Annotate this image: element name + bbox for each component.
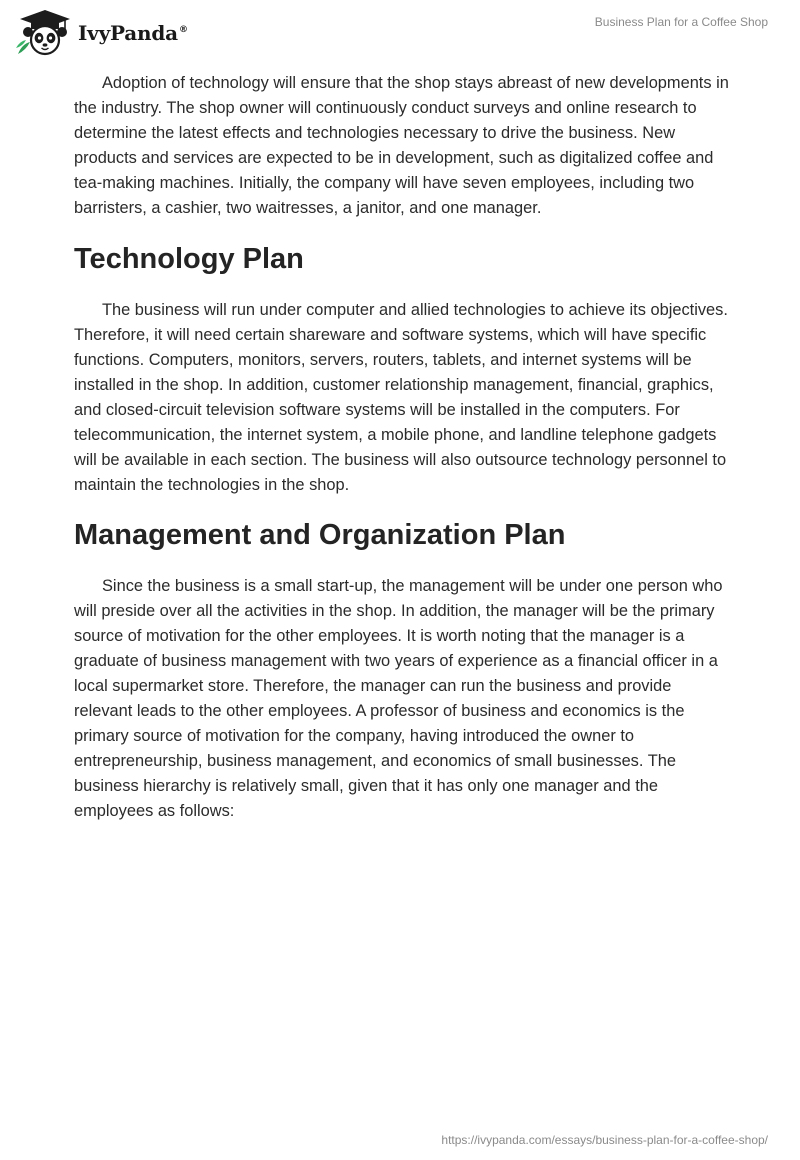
panda-graduate-icon: [14, 8, 76, 58]
essay-content: [74, 71, 734, 824]
page-header: [0, 0, 800, 64]
brand-name: IvyPanda®: [78, 21, 188, 45]
paragraph-technology-plan: The business will run under computer and allied technologies to achieve its objectives. Therefore, it will need certain shareware and software systems, which will have specific functions. Computers, monitors, servers, routers, tablets, and internet systems will be installed in the shop. In addition, customer relationship management, financial, graphics, and closed-circuit television software systems will be installed in the computers. For telecommunication, the internet system, a mobile phone, and landline telephone gadgets will be available in each section. The business will also outsource technology personnel to maintain the technologies in the shop.: [74, 301, 728, 494]
heading-management-plan: Management and Organization Plan: [74, 519, 566, 551]
ivypanda-logo[interactable]: [14, 8, 188, 58]
source-url[interactable]: https://ivypanda.com/essays/business-plan-for-a-coffee-shop/: [441, 1133, 768, 1147]
paragraph-management-plan: Since the business is a small start-up, the management will be under one person who will preside over all the activities in the shop. In addition, the manager will be the primary source of motivation for the other employees. It is worth noting that the manager is a graduate of business management with two years of experience as a financial officer in a local supermarket store. Therefore, the manager can run the business and provide relevant leads to the other employees. A professor of business and economics is the primary source of motivation for the company, having introduced the owner to entrepreneurship, business management, and economics of small businesses. The business hierarchy is relatively small, given that it has only one manager and the employees as follows:: [74, 577, 723, 820]
document-title: Business Plan for a Coffee Shop: [594, 15, 768, 29]
paragraph-technology-adoption: Adoption of technology will ensure that the shop stays abreast of new developments in the industry. The shop owner will continuously conduct surveys and online research to determine the latest effects and technologies necessary to drive the business. New products and services are expected to be in development, such as digitalized coffee and tea-making machines. Initially, the company will have seven employees, including two barristers, a cashier, two waitresses, a janitor, and one manager.: [74, 74, 729, 217]
heading-technology-plan: Technology Plan: [74, 243, 304, 275]
registered-mark: ®: [178, 25, 188, 36]
